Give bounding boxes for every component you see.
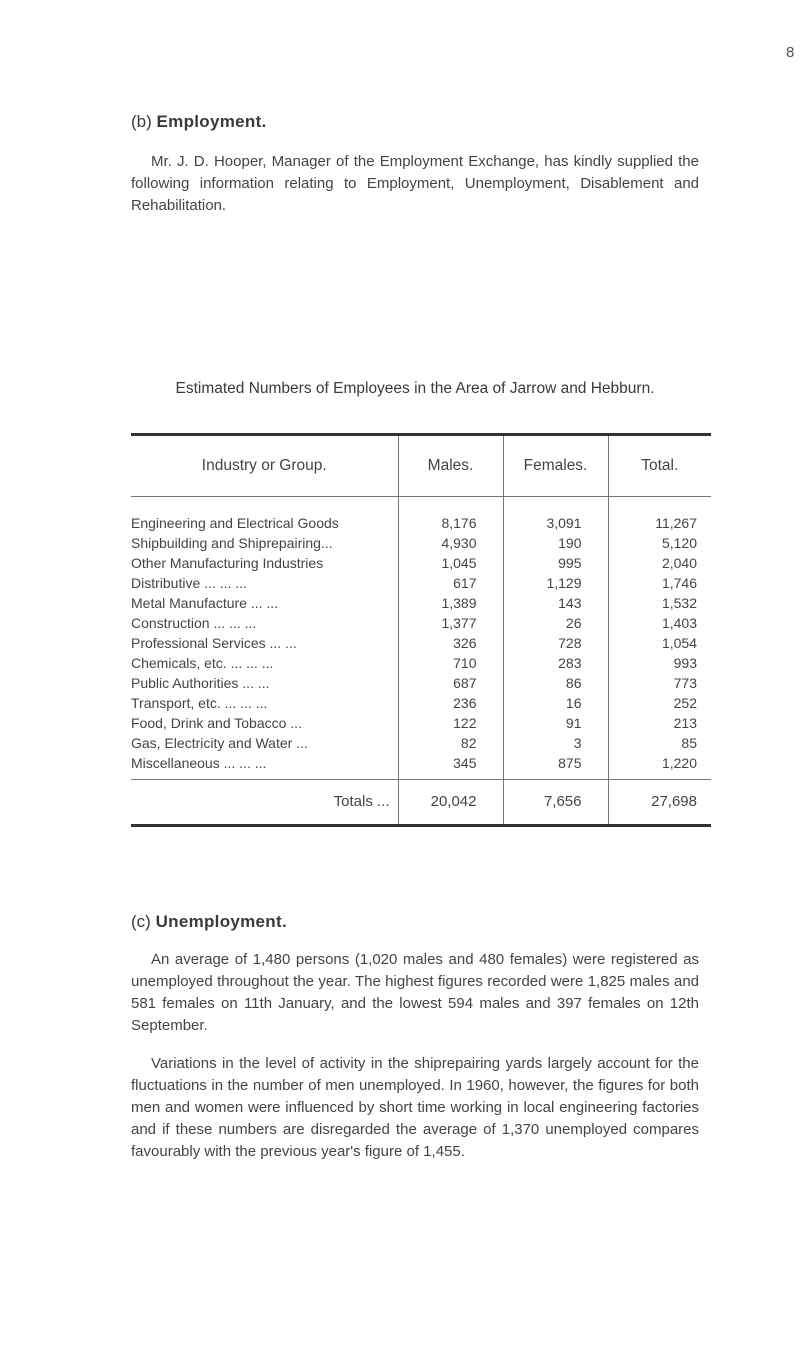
males-cell: 8,176 bbox=[398, 497, 503, 534]
industry-cell: Public Authorities ... ... bbox=[131, 675, 270, 691]
table-row bbox=[131, 593, 711, 613]
females-cell: 26 bbox=[503, 613, 608, 633]
table-caption: Estimated Numbers of Employees in the Area of Jarrow and Hebburn. bbox=[175, 380, 655, 397]
total-cell: 11,267 bbox=[608, 497, 711, 534]
employees-table bbox=[131, 433, 711, 827]
industry-cell: Food, Drink and Tobacco ... bbox=[131, 715, 302, 731]
header-males: Males. bbox=[398, 435, 503, 497]
table-row bbox=[131, 533, 711, 553]
table-row bbox=[131, 653, 711, 673]
males-cell: 236 bbox=[398, 693, 503, 713]
totals-males: 20,042 bbox=[398, 780, 503, 826]
totals-total: 27,698 bbox=[608, 780, 711, 826]
males-cell: 617 bbox=[398, 573, 503, 593]
industry-cell: Chemicals, etc. ... ... ... bbox=[131, 655, 274, 671]
totals-females: 7,656 bbox=[503, 780, 608, 826]
employment-label: (b) bbox=[131, 112, 152, 131]
total-cell: 1,054 bbox=[608, 633, 711, 653]
industry-cell: Miscellaneous ... ... ... bbox=[131, 755, 267, 771]
total-cell: 2,040 bbox=[608, 553, 711, 573]
table-row bbox=[131, 673, 711, 693]
males-cell: 1,045 bbox=[398, 553, 503, 573]
unemployment-paragraph-1: An average of 1,480 persons (1,020 males and 480 females) were registered as unemployed throughout the year. The highest figures recorded were 1,825 males and 581 females on 11th January, and the lowest 594 males and 397 females on 12th September. bbox=[131, 951, 699, 1034]
total-cell: 1,746 bbox=[608, 573, 711, 593]
table-row bbox=[131, 713, 711, 733]
table-row bbox=[131, 613, 711, 633]
females-cell: 86 bbox=[503, 673, 608, 693]
table-row bbox=[131, 497, 711, 534]
totals-row bbox=[131, 780, 711, 826]
unemployment-heading bbox=[131, 912, 287, 932]
males-cell: 710 bbox=[398, 653, 503, 673]
table-row bbox=[131, 733, 711, 753]
table-row bbox=[131, 553, 711, 573]
totals-label: Totals ... bbox=[333, 793, 390, 810]
total-cell: 773 bbox=[608, 673, 711, 693]
table-row bbox=[131, 753, 711, 780]
females-cell: 3,091 bbox=[503, 497, 608, 534]
males-cell: 82 bbox=[398, 733, 503, 753]
unemployment-paragraph-2: Variations in the level of activity in the shiprepairing yards largely account for the fluctuations in the number of men unemployed. In 1960, however, the figures for both men and women were influenced by short time working in local engineering factories and if these numbers are disregarded the average of 1,370 unemployed compares favourably with the previous year's figure of 1,455. bbox=[131, 1055, 699, 1160]
industry-cell: Gas, Electricity and Water ... bbox=[131, 735, 308, 751]
industry-cell: Distributive ... ... ... bbox=[131, 575, 247, 591]
industry-cell: Metal Manufacture ... ... bbox=[131, 595, 279, 611]
total-cell: 1,220 bbox=[608, 753, 711, 780]
total-cell: 213 bbox=[608, 713, 711, 733]
males-cell: 122 bbox=[398, 713, 503, 733]
table-row bbox=[131, 633, 711, 653]
table-row bbox=[131, 573, 711, 593]
header-females: Females. bbox=[503, 435, 608, 497]
industry-cell: Construction ... ... ... bbox=[131, 615, 257, 631]
table-row bbox=[131, 693, 711, 713]
females-cell: 875 bbox=[503, 753, 608, 780]
total-cell: 5,120 bbox=[608, 533, 711, 553]
employment-title: Employment. bbox=[156, 112, 267, 131]
females-cell: 143 bbox=[503, 593, 608, 613]
total-cell: 1,532 bbox=[608, 593, 711, 613]
header-industry: Industry or Group. bbox=[201, 457, 327, 474]
females-cell: 91 bbox=[503, 713, 608, 733]
industry-cell: Professional Services ... ... bbox=[131, 635, 297, 651]
females-cell: 16 bbox=[503, 693, 608, 713]
industry-cell: Other Manufacturing Industries bbox=[131, 555, 324, 571]
table-header-row bbox=[131, 435, 711, 497]
industry-cell: Transport, etc. ... ... ... bbox=[131, 695, 268, 711]
females-cell: 3 bbox=[503, 733, 608, 753]
total-cell: 993 bbox=[608, 653, 711, 673]
total-cell: 85 bbox=[608, 733, 711, 753]
females-cell: 1,129 bbox=[503, 573, 608, 593]
unemployment-label: (c) bbox=[131, 912, 151, 931]
males-cell: 687 bbox=[398, 673, 503, 693]
males-cell: 1,389 bbox=[398, 593, 503, 613]
employment-heading bbox=[131, 112, 267, 132]
header-total: Total. bbox=[608, 435, 711, 497]
unemployment-title: Unemployment. bbox=[155, 912, 287, 931]
total-cell: 1,403 bbox=[608, 613, 711, 633]
males-cell: 4,930 bbox=[398, 533, 503, 553]
total-cell: 252 bbox=[608, 693, 711, 713]
males-cell: 345 bbox=[398, 753, 503, 780]
industry-cell: Shipbuilding and Shiprepairing... bbox=[131, 535, 333, 551]
females-cell: 728 bbox=[503, 633, 608, 653]
page-number: 8 bbox=[786, 44, 795, 61]
females-cell: 283 bbox=[503, 653, 608, 673]
females-cell: 995 bbox=[503, 553, 608, 573]
females-cell: 190 bbox=[503, 533, 608, 553]
employment-intro: Mr. J. D. Hooper, Manager of the Employment Exchange, has kindly supplied the following information relating to Employment, Unemployment, Disablement and Rehabilitation. bbox=[131, 153, 699, 214]
industry-cell: Engineering and Electrical Goods bbox=[131, 515, 339, 531]
males-cell: 1,377 bbox=[398, 613, 503, 633]
males-cell: 326 bbox=[398, 633, 503, 653]
